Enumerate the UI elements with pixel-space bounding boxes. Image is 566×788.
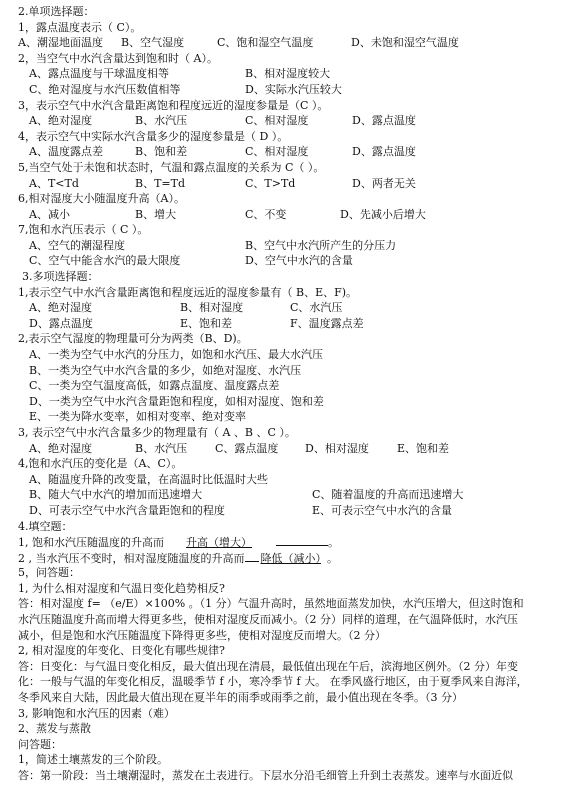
- option-d: D、实际水汽压较大: [245, 82, 342, 96]
- question-5-options: [0, 176, 566, 192]
- question-7-options-row2: [0, 253, 566, 269]
- option-e: E、饱和差: [397, 441, 450, 455]
- fill-answer-1: 升高（增大）: [186, 536, 252, 550]
- multi-question-1-stem: 1,表示空气中水汽含量距离饱和程度远近的湿度参量有（ B、E、F)。: [18, 285, 358, 299]
- multi-question-1-options-row2: [0, 316, 566, 332]
- section-evaporation-subtitle: 问答题：: [18, 737, 62, 751]
- option-a: A、T<Td: [29, 176, 79, 190]
- qa-2-answer-line-2: 化：一般与气温的年变化相反，温暖季节 f 小，寒冷季节 f 大。 在季风盛行地区，由于夏季风来自海洋，: [18, 675, 528, 689]
- question-4-options: [0, 144, 566, 160]
- blank-underline: [245, 550, 259, 562]
- multi-question-2-option-b: B、一类为空气中水汽含量的多少，如绝对湿度、水汽压: [29, 363, 302, 377]
- question-1-options: [0, 35, 566, 51]
- fill-question-1: 1, 饱和水汽压随温度的升高而 升高（增大） 。: [18, 536, 339, 550]
- multi-question-4-options-row2: [0, 487, 566, 503]
- question-2-options-row2: [0, 82, 566, 98]
- option-a: A、温度露点差: [29, 145, 103, 159]
- option-a: A、减小: [29, 207, 70, 221]
- option-c: C、露点温度: [215, 441, 279, 455]
- qa-1-answer-line-3: 减小，但是饱和水汽压随温度下降得更多些，使相对湿度反而增大。（2 分）: [18, 628, 386, 642]
- option-a: A、绝对湿度: [29, 114, 92, 128]
- option-b: B、水汽压: [135, 441, 188, 455]
- question-3-stem: 3，表示空气中水汽含量距离饱和程度远近的湿度参量是（C ）。: [18, 98, 329, 112]
- option-c: C、T>Td: [245, 176, 296, 190]
- qa-3-question: 3, 影响饱和水汽压的因素（难）: [18, 706, 175, 720]
- question-4-stem: 4，表示空气中实际水汽含量多少的湿度参量是（ D ）。: [18, 129, 289, 143]
- multi-question-2-stem: 2,表示空气湿度的物理量可分为两类（B、D)。: [18, 332, 248, 346]
- option-c: C、绝对湿度与水汽压数值相等: [29, 82, 181, 96]
- multi-question-4-options-row3: [0, 503, 566, 519]
- option-b: B、水汽压: [135, 114, 188, 128]
- multi-question-2-option-e: E、一类为降水变率，如相对变率、绝对变率: [29, 410, 247, 424]
- multi-question-1-options-row1: [0, 300, 566, 316]
- question-2-options-row1: [0, 66, 566, 82]
- multi-question-4-option-a: A、随温度升降的改变量，在高温时比低温时大些: [29, 472, 268, 486]
- evaporation-answer-line-1: 答：第一阶段：当土壤潮湿时，蒸发在土表进行。下层水分沿毛细管上升到土表蒸发。速率与水面近似: [18, 769, 513, 782]
- multi-question-3-stem: 3, 表示空气中水汽含量多少的物理量有（ A 、B 、C ）。: [18, 425, 296, 439]
- question-5-stem: 5,当空气处于未饱和状态时，气温和露点温度的关系为 C（ ）。: [18, 160, 325, 174]
- option-b: B、相对湿度: [180, 301, 244, 315]
- multi-question-2-option-a: A、一类为空气中水汽的分压力，如饱和水汽压、最大水汽压: [29, 348, 323, 362]
- multi-question-3-options: [0, 441, 566, 457]
- qa-1-question: 1, 为什么相对湿度和气温日变化趋势相反?: [18, 581, 225, 595]
- option-f: F、温度露点差: [290, 316, 364, 330]
- qa-2-question: 2, 相对湿度的年变化、日变化有哪些规律?: [18, 644, 225, 658]
- section-evaporation-title: 2、蒸发与蒸散: [18, 722, 91, 736]
- option-b: B、T=Td: [135, 176, 186, 190]
- option-b: B、空气湿度: [121, 36, 185, 50]
- qa-1-answer-line-1: 答：相对湿度 f= （e/E）×100% 。（1 分）气温升高时，虽然地面蒸发加快，水汽压增大，但这时饱和: [18, 597, 524, 611]
- option-b: B、饱和差: [135, 145, 188, 159]
- option-c: C、相对湿度: [245, 145, 309, 159]
- multi-question-2-option-c: C、一类为空气温度高低，如露点温度、温度露点差: [29, 379, 280, 393]
- question-6-options: [0, 207, 566, 223]
- qa-2-answer-line-1: 答：日变化：与气温日变化相反，最大值出现在清晨，最低值出现在午后，滨海地区例外。（2 分）年变: [18, 659, 518, 673]
- qa-2-answer-line-3: 冬季风来自大陆，因此最大值出现在夏半年的雨季或雨季之前，最小值出现在冬季。（3 分）: [18, 691, 463, 705]
- multi-question-2-option-d: D、一类为空气中水汽含量距饱和程度，如相对湿度、饱和差: [29, 394, 324, 408]
- section-single-choice-title: 2.单项选择题：: [18, 5, 95, 18]
- qa-1-answer-line-2: 水汽压随温度升高而增大得更多些，使相对湿度反而减小。（2 分）同样的道理，在气温降低时，水汽压: [18, 613, 518, 627]
- option-a: A、露点温度与干球温度相等: [29, 67, 169, 81]
- option-d: D、露点温度: [29, 316, 93, 330]
- section-fill-blank-title: 4.填空题：: [18, 519, 73, 533]
- section-multiple-choice-title: 3.多项选择题：: [22, 270, 99, 284]
- option-c: C、不变: [245, 207, 287, 221]
- option-d: D、可表示空气中水汽含量距饱和的程度: [29, 503, 225, 517]
- question-1-stem: 1，露点温度表示（ C）。: [18, 20, 142, 34]
- option-c: C、相对湿度: [245, 114, 309, 128]
- fill-answer-2: 降低（减小）: [260, 551, 321, 565]
- option-d: D、露点温度: [352, 145, 416, 159]
- question-6-stem: 6,相对湿度大小随温度升高（A）。: [18, 192, 185, 206]
- option-a: A、空气的潮湿程度: [29, 238, 125, 252]
- question-3-options: [0, 113, 566, 129]
- question-7-options-row1: [0, 238, 566, 254]
- option-d: D、两者无关: [352, 176, 416, 190]
- option-b: B、随大气中水汽的增加而迅速增大: [29, 488, 203, 502]
- evaporation-question-1: 1，简述土壤蒸发的三个阶段。: [18, 753, 168, 767]
- blank-underline: [276, 534, 328, 546]
- fill-question-2: 2 , 当水汽压不变时，相对湿度随温度的升高而 降低（减小） 。: [18, 551, 338, 565]
- option-c: C、随着温度的升高而迅速增大: [312, 488, 464, 502]
- option-e: E、饱和差: [180, 316, 233, 330]
- question-2-stem: 2，当空气中水汽含量达到饱和时（ A）。: [18, 51, 218, 65]
- option-d: D、相对湿度: [305, 441, 369, 455]
- option-d: D、露点温度: [352, 114, 416, 128]
- option-b: B、增大: [135, 207, 177, 221]
- option-a: A、潮湿地面温度: [18, 36, 103, 50]
- option-b: B、空气中水汽所产生的分压力: [245, 238, 397, 252]
- option-e: E、可表示空气中水汽的含量: [312, 503, 453, 517]
- option-d: D、先减小后增大: [340, 207, 426, 221]
- question-7-stem: 7,饱和水汽压表示（ C ）。: [18, 223, 149, 237]
- option-b: B、相对湿度较大: [245, 67, 331, 81]
- option-c: C、饱和湿空气温度: [217, 36, 314, 50]
- section-qa-title: 5，问答题：: [18, 566, 80, 580]
- option-d: D、未饱和湿空气温度: [351, 36, 459, 50]
- option-c: C、水汽压: [290, 301, 343, 315]
- option-a: A、绝对湿度: [29, 441, 92, 455]
- option-d: D、空气中水汽的含量: [245, 254, 353, 268]
- option-a: A、绝对湿度: [29, 301, 92, 315]
- multi-question-4-stem: 4,饱和水汽压的变化是（A、C）。: [18, 457, 183, 471]
- option-c: C、空气中能含水汽的最大限度: [29, 254, 181, 268]
